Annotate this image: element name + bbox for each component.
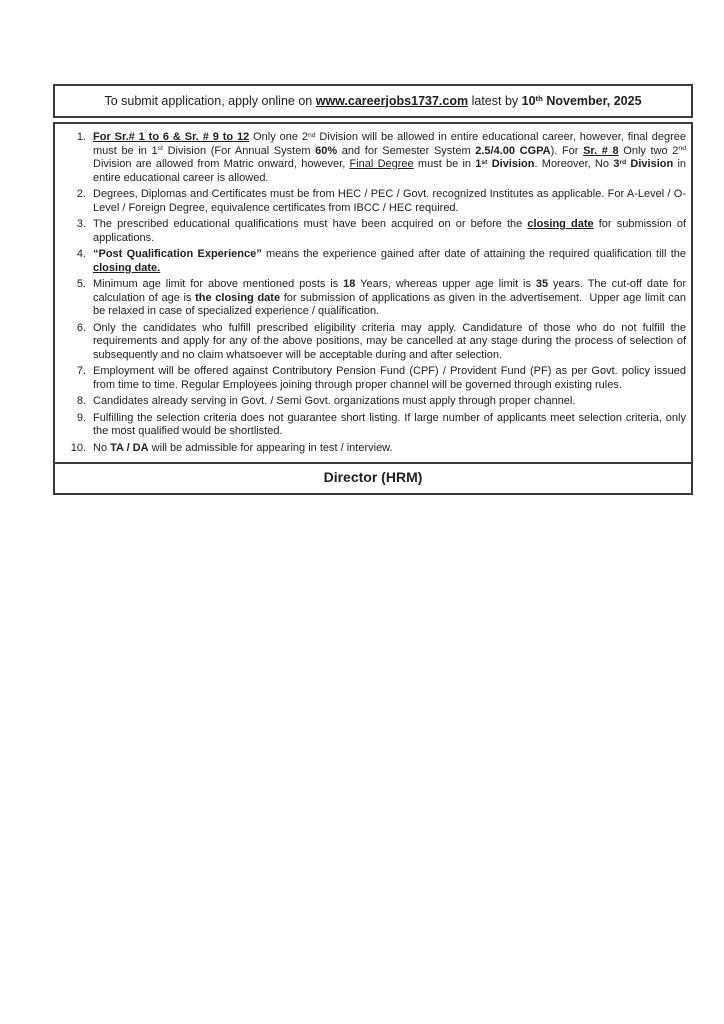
term-item-1 [64, 131, 686, 185]
term-text: The prescribed educational qualifications must have been acquired on or before the closing date for submission of applications. [93, 218, 687, 244]
term-text: Candidates already serving in Govt. / Semi Govt. organizations must apply through proper channel. [93, 395, 576, 408]
apply-online-notice-box [53, 84, 693, 118]
term-text: “Post Qualification Experience” means the experience gained after date of attaining the required qualification till the closing date. [93, 248, 686, 274]
term-number: 8. [76, 395, 86, 408]
term-item-4 [64, 248, 686, 275]
term-number: 3. [76, 218, 86, 231]
term-text: Fulfilling the selection criteria does not guarantee short listing. If large number of applicants meet selection criteria, only the most qualified would be shortlisted. [93, 411, 686, 438]
term-item-3 [64, 218, 686, 245]
terms-list [55, 124, 691, 462]
term-text: For Sr.# 1 to 6 & Sr. # 9 to 12 Only one 2nd Division will be allowed in entire educational career, however, final degree must be in 1st Division (For Annual System 60% and for Semester System 2.5/4.00 CGPA). For Sr. # 8 Only two 2nd Division are allowed from Matric onward, however, Final Degree must be in 1st Division. Moreover, No 3rd Division in entire educational career is allowed. [93, 131, 687, 184]
term-number: 2. [76, 188, 86, 201]
term-item-10 [64, 442, 686, 456]
term-number: 9. [76, 411, 86, 424]
term-item-2 [64, 188, 686, 215]
term-number: 7. [76, 365, 86, 378]
term-item-5 [64, 278, 686, 319]
term-number: 6. [76, 321, 86, 334]
term-item-6 [64, 322, 686, 363]
term-text: No TA / DA will be admissible for appearing in test / interview. [93, 441, 393, 454]
signature-row [55, 462, 691, 493]
term-item-8 [64, 395, 686, 409]
term-text: Minimum age limit for above mentioned posts is 18 Years, whereas upper age limit is 35 years. The cut-off date for calculation of age is the closing date for submission of applications as given in the advertisement. Upper age limit can be relaxed in case of specialized experience / qualification. [93, 278, 686, 318]
term-number: 5. [76, 278, 86, 291]
term-item-9 [64, 412, 686, 439]
term-number: 4. [76, 248, 86, 261]
terms-and-conditions-box [53, 122, 693, 495]
apply-online-text: To submit application, apply online on www.careerjobs1737.com latest by 10th November, 2025 [104, 93, 642, 108]
term-item-7 [64, 365, 686, 392]
term-number: 10. [70, 441, 86, 454]
term-number: 1. [76, 131, 86, 143]
term-text: Employment will be offered against Contributory Pension Fund (CPF) / Provident Fund (PF) as per Govt. policy issued from time to time. Regular Employees joining through proper channel will be governed through existing rules. [93, 365, 686, 391]
term-text: Only the candidates who fulfill prescribed eligibility criteria may apply. Candidature of those who do not fulfill the requirements and apply for any of the above positions, may be cancelled at any stage during the process of selection of subsequently and no claim whatsoever will be acceptable during and after selection. [93, 321, 686, 361]
term-text: Degrees, Diplomas and Certificates must be from HEC / PEC / Govt. recognized Institutes as applicable. For A-Level / O-Level / Foreign Degree, equivalence certificates from IBCC / HEC required. [93, 188, 686, 214]
signature-title: Director (HRM) [323, 469, 423, 486]
